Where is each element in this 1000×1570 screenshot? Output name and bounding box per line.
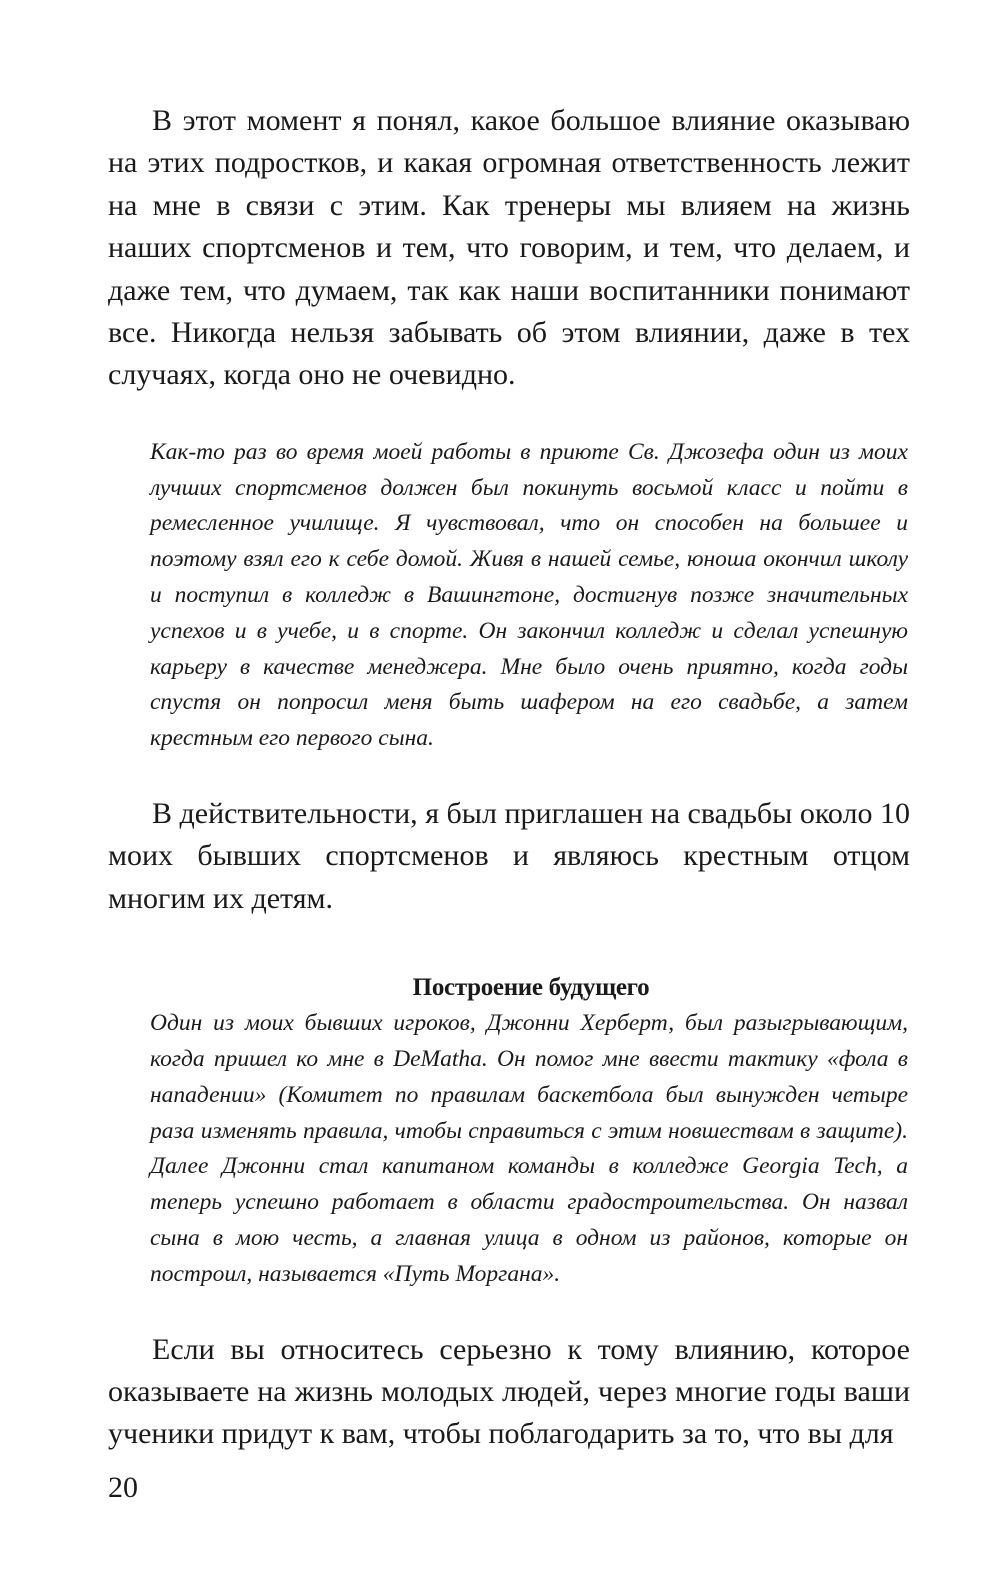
italic-quote-block: Как-то раз во время моей работы в приюте Св. Джозефа один из моих лучших спортсменов должен был покинуть восьмой класс и пойти в ремесленное училище. Я чувствовал, что он способен на большее и поэтому взял его к себе домой. Живя в нашей семье, юноша окончил школу и поступил в колледж в Вашингтоне, достигнув позже значительных успехов и в учебе, и в спорте. Он закончил колледж и сделал успешную карьеру в качестве менеджера. Мне было очень приятно, когда годы спустя он попросил меня быть шафером на его свадьбе, а затем крестным его первого сына.: [150, 438, 908, 752]
italic-quote-block: Один из моих бывших игроков, Джонни Херберт, был разыгрывающим, когда пришел ко мне в DeMatha. Он помог мне ввести тактику «фола в нападении» (Комитет по правилам баскетбола был вынужден четыре раза изменять правила, чтобы справиться с этим новшествам в защите). Далее Джонни стал капитаном команды в колледже Georgia Tech, а теперь успешно работает в области градостроительства. Он назвал сына в мою честь, а главная улица в одном из районов, которые он построил, называется «Путь Моргана».: [150, 1010, 908, 1287]
page-number: 20: [108, 1471, 138, 1504]
body-paragraph: Если вы относитесь серьезно к тому влиянию, которое оказываете на жизнь молодых людей, через многие годы ваши ученики придут к вам, чтобы поблагодарить за то, что вы для: [108, 1332, 910, 1451]
body-paragraph: В этот момент я понял, какое большое влияние оказываю на этих подростков, и какая огромная ответственность лежит на мне в связи с этим. Как тренеры мы влияем на жизнь наших спортсменов и тем, что говорим, и тем, что делаем, и даже тем, что думаем, так как наши воспитанники понимают все. Никогда нельзя забывать об этом влиянии, даже в тех случаях, когда оно не очевидно.: [108, 104, 910, 392]
section-heading: Построение будущего: [412, 974, 650, 1002]
body-paragraph: В действительности, я был приглашен на свадьбы около 10 моих бывших спортсменов и являюсь крестным отцом многим их детям.: [108, 797, 910, 915]
page-body: [108, 100, 910, 1456]
